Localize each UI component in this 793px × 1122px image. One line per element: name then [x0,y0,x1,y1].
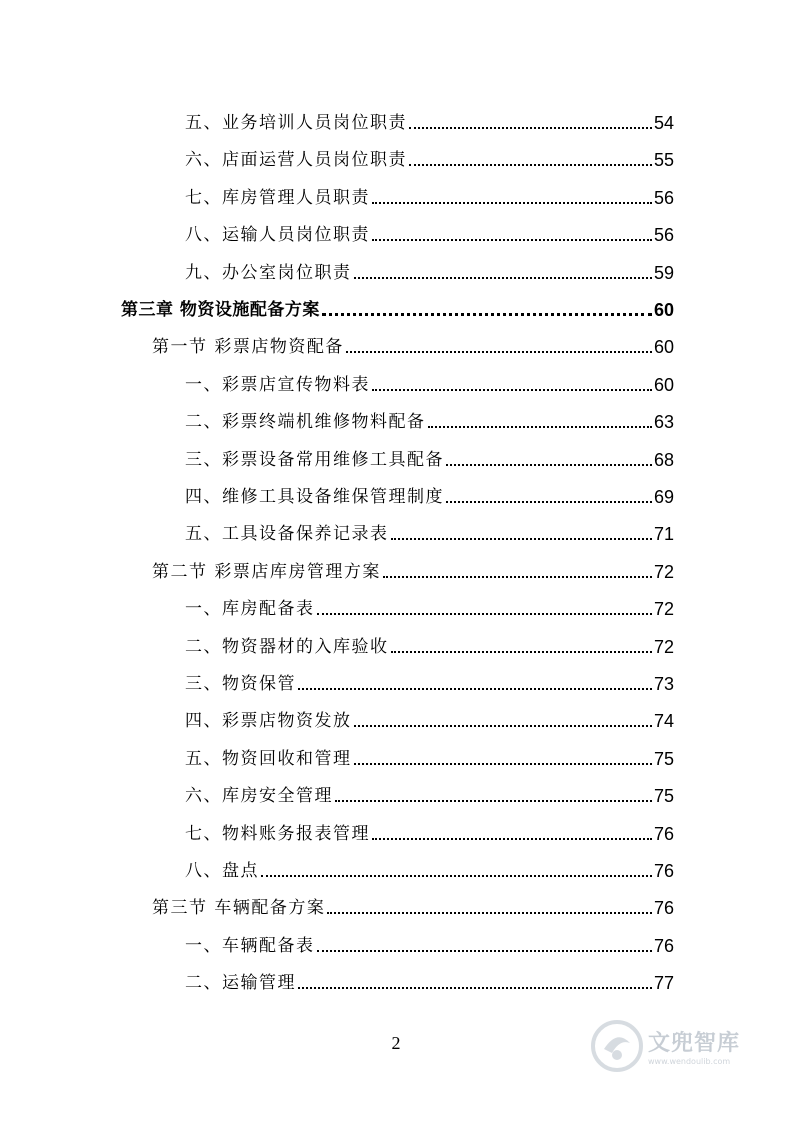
toc-entry[interactable] [185,852,674,882]
toc-dot-leader [354,763,652,765]
toc-entry-page: 60 [653,374,674,395]
toc-dot-leader [391,651,652,653]
toc-dot-leader [322,313,652,316]
toc-entry-title: 一、彩票店宣传物料表 [185,374,370,395]
toc-entry[interactable] [185,515,674,545]
toc-entry-page: 68 [653,449,674,470]
toc-dot-leader [372,239,652,241]
toc-dot-leader [354,277,652,279]
toc-entry[interactable] [185,403,674,433]
toc-entry-page: 59 [653,262,674,283]
toc-entry-page: 72 [653,636,674,657]
toc-entry-title: 八、运输人员岗位职责 [185,225,370,246]
toc-entry-title: 第二节 彩票店库房管理方案 [152,561,381,582]
toc-entry-page: 73 [653,674,674,694]
toc-dot-leader [298,987,652,989]
toc-dot-leader [372,389,652,391]
toc-entry-page: 76 [653,935,674,956]
toc-entry-title: 一、库房配备表 [185,599,315,620]
toc-dot-leader [446,501,652,503]
toc-entry-title: 五、工具设备保养记录表 [185,524,389,545]
toc-entry-title: 第三节 车辆配备方案 [152,898,326,919]
toc-entry-title: 二、运输管理 [185,973,296,994]
toc-dot-leader [409,127,652,129]
toc-entry-page: 71 [653,524,674,545]
toc-dot-leader [428,426,652,428]
toc-entry[interactable] [152,553,674,583]
toc-dot-leader [261,875,652,877]
toc-entry[interactable] [185,665,674,695]
toc-dot-leader [446,464,652,466]
toc-dot-leader [354,725,652,727]
wendou-logo-icon [590,1019,644,1073]
toc-entry-page: 63 [653,412,674,433]
toc-dot-leader [409,164,652,166]
toc-entry-title: 七、库房管理人员职责 [185,187,370,208]
toc-entry-page: 76 [653,861,674,881]
toc-entry[interactable] [185,216,674,246]
toc-dot-leader [298,688,652,690]
toc-entry[interactable] [185,815,674,845]
toc-entry[interactable] [185,141,674,171]
toc-entry[interactable] [185,964,674,994]
toc-entry-title: 第三章 物资设施配备方案 [121,300,320,320]
toc-entry[interactable] [185,590,674,620]
toc-entry-page: 72 [653,561,674,582]
toc-entry-title: 七、物料账务报表管理 [185,823,370,844]
toc-entry[interactable] [185,478,674,508]
toc-entry-title: 四、维修工具设备维保管理制度 [185,487,444,507]
toc-entry-page: 76 [653,898,674,919]
toc-entry-title: 六、店面运营人员岗位职责 [185,150,407,171]
toc-dot-leader [327,912,652,914]
toc-entry[interactable] [185,104,674,134]
toc-entry-page: 76 [653,823,674,844]
toc-entry-page: 54 [653,113,674,133]
watermark-text: 文兜智库 [648,1031,741,1056]
toc-entry-title: 二、彩票终端机维修物料配备 [185,412,426,433]
toc-entry[interactable] [185,254,674,284]
toc-entry-title: 三、物资保管 [185,674,296,694]
toc-entry-page: 75 [653,748,674,769]
toc-entry-page: 60 [653,337,674,358]
toc-entry[interactable] [185,927,674,957]
toc-entry-page: 69 [653,487,674,507]
toc-entry[interactable] [185,628,674,658]
toc-dot-leader [335,800,652,802]
page-number: 2 [391,1033,401,1053]
toc-dot-leader [391,538,652,540]
toc-entry-title: 九、办公室岗位职责 [185,262,352,283]
toc-entry[interactable] [121,291,674,321]
toc-dot-leader [383,576,652,578]
toc-entry-title: 四、彩票店物资发放 [185,711,352,732]
toc-dot-leader [317,613,652,615]
toc-entry-page: 72 [653,599,674,620]
toc-entry-page: 75 [653,786,674,807]
toc-entry-page: 56 [653,187,674,208]
toc-entry-title: 五、业务培训人员岗位职责 [185,113,407,133]
toc-dot-leader [372,202,652,204]
toc-entry-title: 五、物资回收和管理 [185,748,352,769]
toc-entry-page: 60 [653,300,674,320]
toc-entry-page: 74 [653,711,674,732]
toc-entry-page: 56 [653,225,674,246]
toc-entry[interactable] [152,328,674,358]
watermark [590,1016,760,1076]
toc-entry[interactable] [185,702,674,732]
toc-entry[interactable] [185,740,674,770]
watermark-url: www.wendoulib.com [648,1057,731,1066]
toc-entry-title: 二、物资器材的入库验收 [185,636,389,657]
toc-entry-title: 六、库房安全管理 [185,786,333,807]
toc-dot-leader [317,950,652,952]
toc-entry-title: 一、车辆配备表 [185,935,315,956]
toc-entry[interactable] [185,366,674,396]
toc-entry-page: 55 [653,150,674,171]
toc-dot-leader [372,838,652,840]
toc-entry[interactable] [152,889,674,919]
toc-entry-title: 第一节 彩票店物资配备 [152,337,344,358]
toc-entry[interactable] [185,179,674,209]
toc-entry[interactable] [185,441,674,471]
toc-entry-title: 八、盘点 [185,861,259,881]
toc-entry[interactable] [185,777,674,807]
toc-dot-leader [346,351,652,353]
toc-entry-page: 77 [653,973,674,994]
toc-entry-title: 三、彩票设备常用维修工具配备 [185,449,444,470]
